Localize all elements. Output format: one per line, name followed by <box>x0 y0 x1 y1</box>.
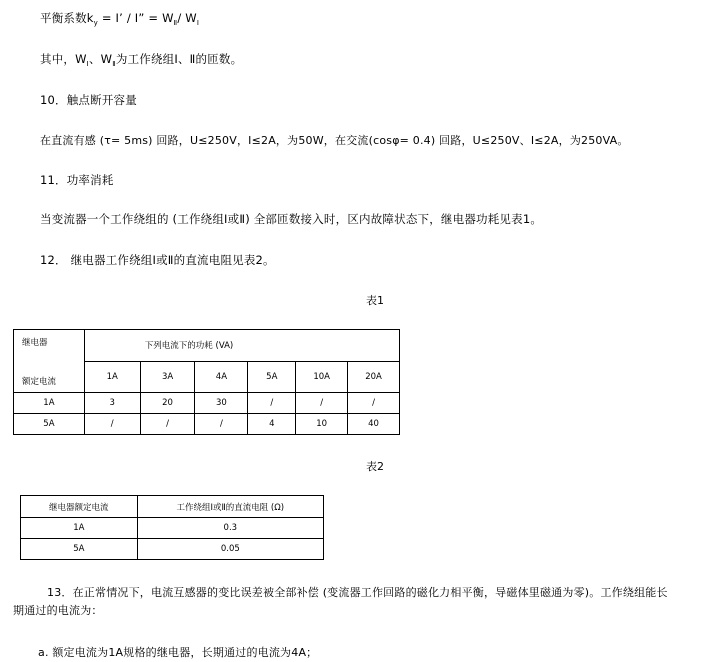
table1-value-cell: / <box>348 393 400 414</box>
table-row <box>14 414 400 435</box>
table1-corner-cell <box>14 330 85 393</box>
section-11-title: 11．功率消耗 <box>40 173 114 187</box>
table1-rated-cell: 1A <box>14 393 85 414</box>
power-consumption-table <box>13 329 400 435</box>
table1-value-cell: / <box>195 414 248 435</box>
table2-header-rated: 继电器额定电流 <box>21 496 138 518</box>
list-item-a: a. 额定电流为1A规格的继电器，长期通过的电流为4A； <box>38 646 318 659</box>
table1-value-cell: / <box>296 393 348 414</box>
table2-rated-cell: 5A <box>21 539 138 560</box>
section-12-title: 12． 继电器工作绕组Ⅰ或Ⅱ的直流电阻见表2。 <box>40 253 275 267</box>
table1-value-cell: / <box>140 414 195 435</box>
table1-column-header: 20A <box>348 361 400 393</box>
balance-coefficient-formula: 平衡系数$k_y = I$’ / I” = $W_Ⅱ/$ $W_Ⅰ$ <box>40 11 200 27</box>
table1-value-cell: 10 <box>296 414 348 435</box>
table1-column-header: 3A <box>140 361 195 393</box>
table2-resistance-cell: 0.3 <box>137 518 323 539</box>
table1-value-cell: / <box>248 393 296 414</box>
table1-value-cell: 40 <box>348 414 400 435</box>
table1-value-cell: 30 <box>195 393 248 414</box>
table-row <box>14 393 400 414</box>
table1-value-cell: / <box>84 414 140 435</box>
table2-caption: 表2 <box>366 460 384 473</box>
table-row <box>21 518 324 539</box>
table1-caption: 表1 <box>366 294 384 307</box>
table1-corner-top: 继电器 <box>22 338 48 348</box>
table1-column-header: 1A <box>84 361 140 393</box>
table1-column-header: 10A <box>296 361 348 393</box>
table2-header-resistance: 工作绕组Ⅰ或Ⅱ的直流电阻 (Ω) <box>137 496 323 518</box>
winding-note: 其中，$W_Ⅰ$、$W_Ⅱ$为工作绕组Ⅰ、Ⅱ的匝数。 <box>40 52 243 68</box>
table2-rated-cell: 1A <box>21 518 138 539</box>
section-10-title: 10．触点断开容量 <box>40 93 137 107</box>
table1-rated-cell: 5A <box>14 414 85 435</box>
table1-value-cell: 4 <box>248 414 296 435</box>
section-13-line2: 期通过的电流为： <box>13 604 103 617</box>
section-13-line1: 13．在正常情况下，电流互感器的变比误差被全部补偿 (变流器工作回路的磁化力相平衡，导磁体里磁通为零)。工作绕组能长 <box>47 586 668 599</box>
table1-value-cell: 20 <box>140 393 195 414</box>
table1-column-header: 4A <box>195 361 248 393</box>
dc-resistance-table <box>20 495 324 560</box>
table1-header: 下列电流下的功耗 (VA) <box>84 330 399 362</box>
table1-value-cell: 3 <box>84 393 140 414</box>
section-11-body: 当变流器一个工作绕组的 (工作绕组Ⅰ或Ⅱ) 全部匝数接入时，区内故障状态下，继电器功耗见表1。 <box>40 212 543 226</box>
section-10-body: 在直流有感 (τ= 5ms) 回路，U≤250V，I≤2A，为50W，在交流(cosφ= 0.4) 回路，U≤250V、I≤2A，为250VA。 <box>40 134 629 147</box>
table2-resistance-cell: 0.05 <box>137 539 323 560</box>
table1-column-header: 5A <box>248 361 296 393</box>
table1-corner-bottom: 额定电流 <box>22 377 57 387</box>
table-row <box>21 539 324 560</box>
